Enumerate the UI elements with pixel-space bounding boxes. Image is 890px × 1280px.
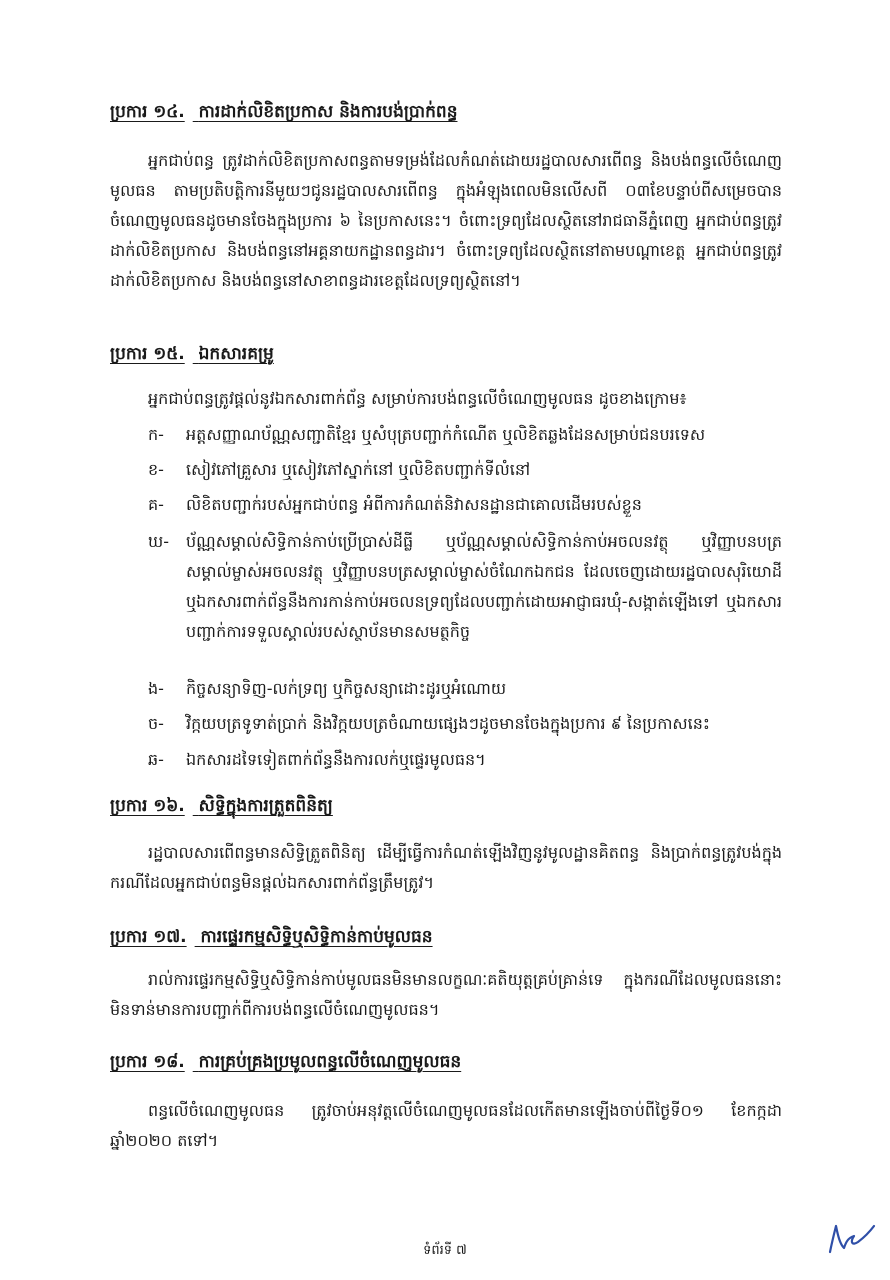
section-15-title: ឯកសារគម្រូ — [198, 344, 274, 364]
list-item-text: អត្តសញ្ញាណប័ណ្ណសញ្ជាតិខ្មែរ ឬសំបុត្របញ្ជាក់កំណើត ឬលិខិតឆ្លងដែនសម្រាប់ជនបរទេស — [186, 425, 706, 444]
list-item-marker: ច- — [148, 714, 164, 733]
list-item-text: លិខិតបញ្ជាក់របស់អ្នកជាប់ពន្ធ អំពីការកំណត់និវាសនដ្ឋានជាគោលដើមរបស់ខ្លួន — [186, 495, 642, 514]
section-16-paragraph — [110, 838, 782, 898]
section-17-paragraph — [110, 965, 782, 1025]
section-18-text: ពន្ធលើចំណេញមូលធន ត្រូវចាប់អនុវត្តលើចំណេញមូលធនដែលកើតមានឡើងចាប់ពីថ្ងៃទី០១ ខែកក្កដា ឆ្នាំ២០២០ តទៅ។ — [110, 1101, 782, 1150]
list-item-marker: ខ- — [148, 460, 164, 479]
list-item-marker: ក- — [148, 425, 164, 444]
list-item-marker: ឆ- — [148, 750, 164, 769]
list-item-marker: ឃ- — [148, 532, 170, 551]
list-item-text: ឯកសារដទៃទៀតពាក់ព័ន្ធនឹងការលក់ឬផ្ទេរមូលធន។ — [186, 750, 486, 769]
section-18-number: ប្រការ ១៨. — [110, 1052, 185, 1072]
list-item — [148, 527, 782, 647]
section-17-text: រាល់ការផ្ទេរកម្មសិទ្ធិឬសិទ្ធិកាន់កាប់មូលធនមិនមានលក្ខណៈគតិយុត្តគ្រប់គ្រាន់ទេ ក្នុងករណីដែលមូលធននោះមិនទាន់មានការបញ្ជាក់ពីការបង់ពន្ធលើចំណេញមូលធន។ — [110, 970, 782, 1019]
list-item — [148, 745, 782, 775]
section-16-text: រដ្ឋបាលសារពើពន្ធមានសិទ្ធិត្រួតពិនិត្យ ដើម្បីធ្វើការកំណត់ឡើងវិញនូវមូលដ្ឋានគិតពន្ធ និងប្រាក់ពន្ធត្រូវបង់ក្នុងករណីដែលអ្នកជាប់ពន្ធមិនផ្តល់ឯកសារពាក់ព័ន្ធត្រឹមត្រូវ។ — [110, 843, 782, 892]
section-15-intro: អ្នកជាប់ពន្ធត្រូវផ្តល់នូវឯកសារពាក់ព័ន្ធ សម្រាប់ការបង់ពន្ធលើចំណេញមូលធន ដូចខាងក្រោម៖ — [148, 389, 687, 408]
list-item-text: សៀវភៅគ្រួសារ ឬសៀវភៅស្នាក់នៅ ឬលិខិតបញ្ជាក់ទីលំនៅ — [186, 460, 531, 479]
section-14-paragraph — [110, 146, 782, 296]
list-item-text: កិច្ចសន្យាទិញ-លក់ទ្រព្យ ឬកិច្ចសន្យាដោះដូរឬអំណោយ — [186, 679, 507, 698]
section-18-heading — [110, 1050, 461, 1074]
list-item — [148, 490, 782, 520]
section-14-title: ការដាក់លិខិតប្រកាស និងការបង់ប្រាក់ពន្ធ — [198, 102, 458, 122]
section-14-heading — [110, 100, 457, 124]
list-item — [148, 674, 782, 704]
list-item — [148, 709, 782, 739]
section-18-paragraph — [110, 1096, 782, 1156]
list-item-marker: គ- — [148, 495, 164, 514]
list-item — [148, 420, 782, 450]
section-16-number: ប្រការ ១៦. — [110, 796, 185, 816]
section-17-number: ប្រការ ១៧. — [110, 927, 187, 947]
section-15-number: ប្រការ ១៥. — [110, 344, 185, 364]
list-item — [148, 455, 782, 485]
section-17-title: ការផ្ទេរកម្មសិទ្ធិឬសិទ្ធិកាន់កាប់មូលធន — [200, 927, 433, 947]
list-item-text: វិក្កយបត្រទូទាត់ប្រាក់ និងវិក្កយបត្រចំណាយផ្សេងៗដូចមានចែងក្នុងប្រការ ៩ នៃប្រកាសនេះ — [186, 714, 710, 733]
section-18-title: ការគ្រប់គ្រងប្រមូលពន្ធលើចំណេញមូលធន — [198, 1052, 462, 1072]
section-15-heading — [110, 342, 274, 366]
section-17-heading — [110, 925, 433, 949]
page-number: ទំព័រទី ៧ — [423, 1243, 467, 1258]
section-16-heading — [110, 794, 333, 818]
section-14-text: អ្នកជាប់ពន្ធ ត្រូវដាក់លិខិតប្រកាសពន្ធតាមទម្រង់ដែលកំណត់ដោយរដ្ឋបាលសារពើពន្ធ និងបង់ពន្ធលើចំណេញមូលធន តាមប្រតិបត្តិការនីមួយៗជូនរដ្ឋបាលសារពើពន្ធ ក្នុងអំឡុងពេលមិនលើសពី ០៣ខែបន្ទាប់ពីសម្រេចបានចំណេញមូលធនដូចមានចែងក្នុងប្រការ ៦ នៃប្រកាសនេះ។ ចំពោះទ្រព្យដែលស្ថិតនៅរាជធានីភ្នំពេញ អ្នកជាប់ពន្ធត្រូវដាក់លិខិតប្រកាស និងបង់ពន្ធនៅអគ្គនាយកដ្ឋានពន្ធដារ។ ចំពោះទ្រព្យដែលស្ថិតនៅតាមបណ្តាខេត្ត អ្នកជាប់ពន្ធត្រូវដាក់លិខិតប្រកាស និងបង់ពន្ធនៅសាខាពន្ធដារខេត្តដែលទ្រព្យស្ថិតនៅ។ — [110, 151, 782, 290]
section-16-title: សិទ្ធិក្នុងការត្រួតពិនិត្យ — [198, 796, 333, 816]
list-item-text: ប័ណ្ណសម្គាល់សិទ្ធិកាន់កាប់ប្រើប្រាស់ដីធ្លី ឬប័ណ្ណសម្គាល់សិទ្ធិកាន់កាប់អចលនវត្ថុ ឬវិញ្ញាបនបត្រសម្គាល់ម្ចាស់អចលនវត្ថុ ឬវិញ្ញាបនបត្រសម្គាល់ម្ចាស់ចំណែកឯកជន ដែលចេញដោយរដ្ឋបាលសុរិយោដី ឬឯកសារពាក់ព័ន្ធនឹងការកាន់កាប់អចលនទ្រព្យដែលបញ្ជាក់ដោយអាជ្ញាធរឃុំ-សង្កាត់ឡើងទៅ ឬឯកសារបញ្ជាក់ការទទួលស្គាល់របស់ស្ថាប័នមានសមត្ថកិច្ច — [186, 532, 782, 641]
list-item-marker: ង- — [148, 679, 164, 698]
section-14-number: ប្រការ ១៤. — [110, 102, 185, 122]
